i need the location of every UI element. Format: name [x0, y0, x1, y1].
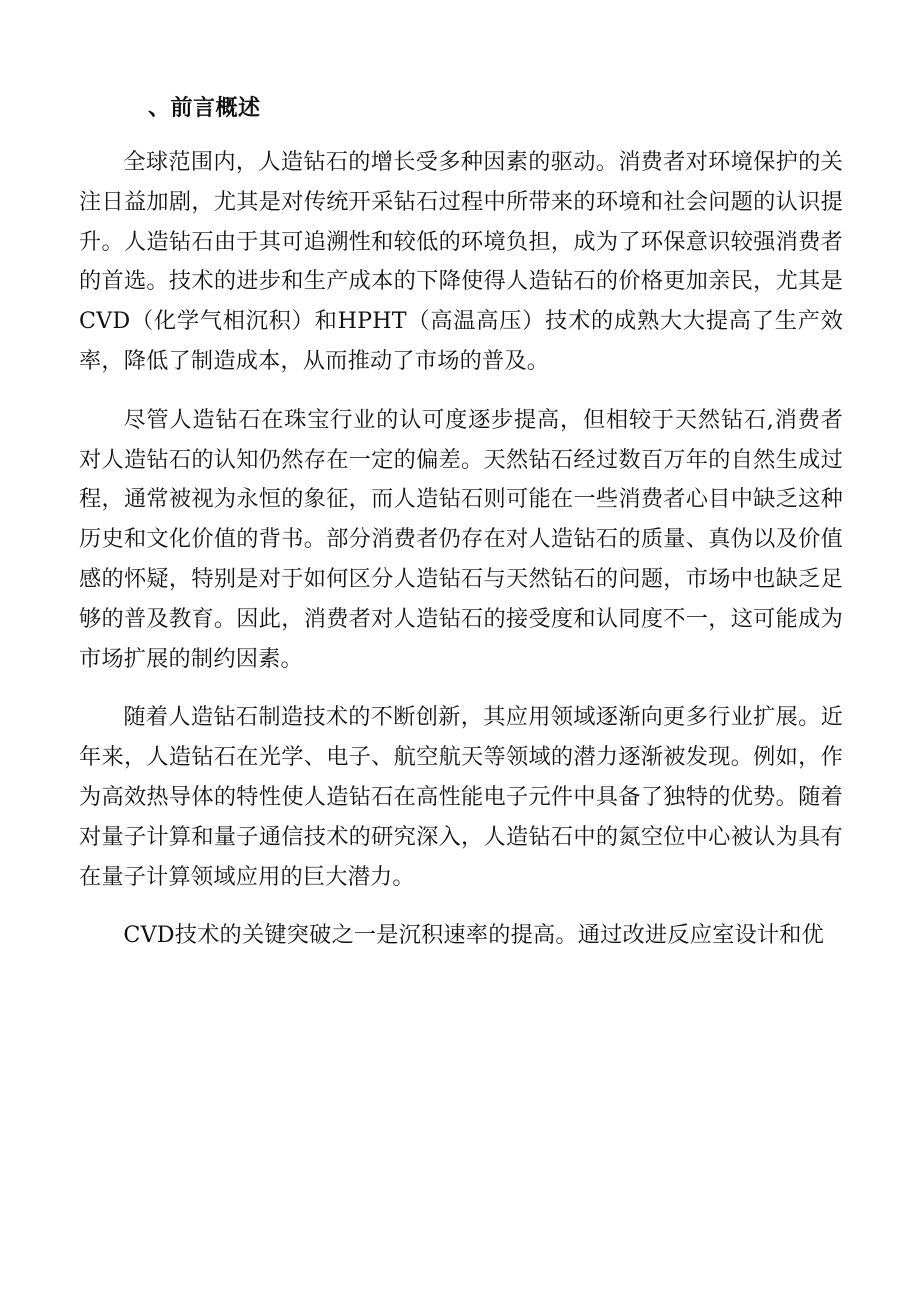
paragraph-2: 尽管人造钻石在珠宝行业的认可度逐步提高，但相较于天然钻石,消费者对人造钻石的认知仍然存在一定的偏差。天然钻石经过数百万年的自然生成过程，通常被视为永恒的象征，而人造钻石则可能在一些消费者心目中缺乏这种历史和文化价值的背书。部分消费者仍存在对人造钻石的质量、真伪以及价值感的怀疑，特别是对于如何区分人造钻石与天然钻石的问题，市场中也缺乏足够的普及教育。因此，消费者对人造钻石的接受度和认同度不一，这可能成为市场扩展的制约因素。 — [79, 406, 843, 672]
paragraph-4: CVD技术的关键突破之一是沉积速率的提高。通过改进反应室设计和优 — [123, 922, 825, 949]
document-body — [79, 143, 843, 956]
paragraph-1: 全球范围内，人造钻石的增长受多种因素的驱动。消费者对环境保护的关注日益加剧，尤其是对传统开采钻石过程中所带来的环境和社会问题的认识提升。人造钻石由于其可追溯性和较低的环境负担，成为了环保意识较强消费者的首选。技术的进步和生产成本的下降使得人造钻石的价格更加亲民，尤其是CVD（化学气相沉积）和HPHT（高温高压）技术的成熟大大提高了生产效率，降低了制造成本，从而推动了市场的普及。 — [79, 149, 843, 374]
paragraph-3: 随着人造钻石制造技术的不断创新，其应用领域逐渐向更多行业扩展。近年来，人造钻石在光学、电子、航空航天等领域的潜力逐渐被发现。例如，作为高效热导体的特性使人造钻石在高性能电子元件中具备了独特的优势。随着对量子计算和量子通信技术的研究深入，人造钻石中的氮空位中心被认为具有在量子计算领域应用的巨大潜力。 — [79, 704, 843, 890]
section-heading: 、前言概述 — [148, 95, 261, 121]
